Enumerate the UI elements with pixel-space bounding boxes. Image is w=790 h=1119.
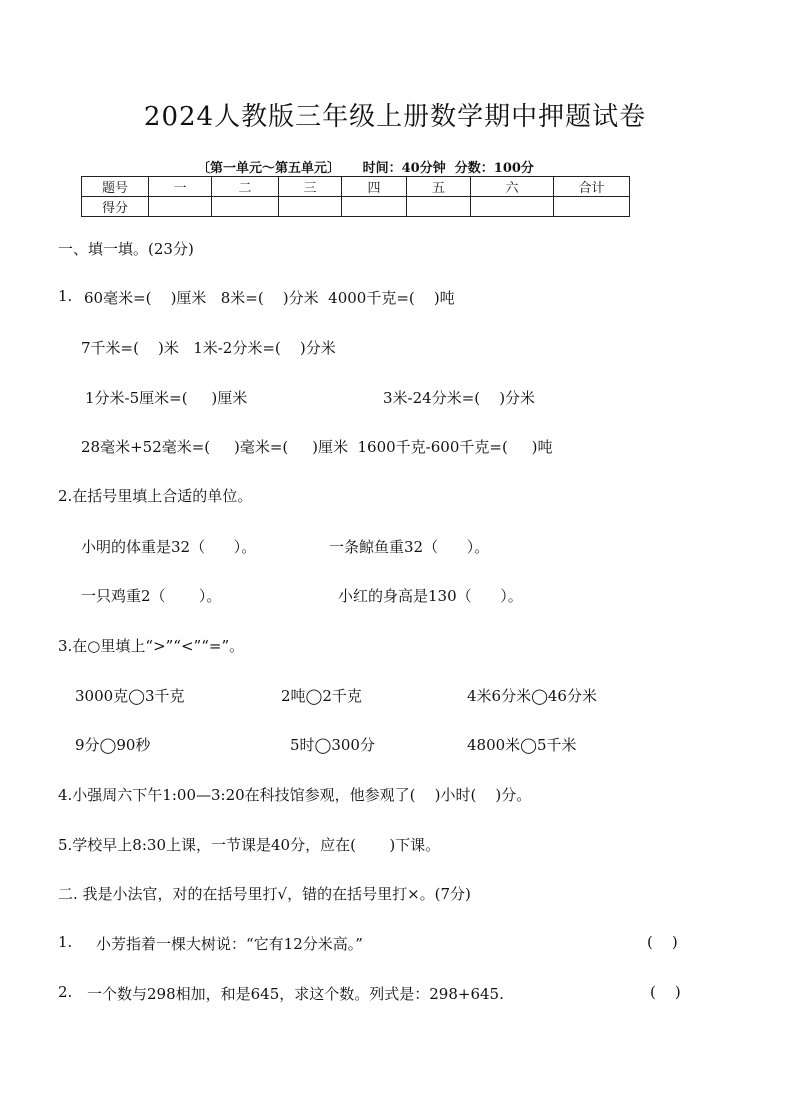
q1-label: 1. [58, 287, 73, 305]
q4-text: 4.小强周六下午1:00—3:20在科技馆参观，他参观了( )小时( )分。 [58, 786, 532, 804]
score-table [81, 176, 630, 217]
page-title: 2024人教版三年级上册数学期中押题试卷 [143, 102, 647, 132]
score-row-label: 得分 [82, 197, 149, 217]
q2-item: 小红的身高是130（ ）。 [338, 587, 523, 605]
section-1-heading: 一、填一填。(23分) [58, 240, 194, 258]
q2-item: 小明的体重是32（ ）。 [81, 538, 257, 556]
score-header-cell: 六 [471, 177, 554, 197]
score-table-header-row [82, 177, 630, 197]
q3-prompt: 3.在○里填上“>”“<”“=”。 [58, 637, 245, 655]
judge-item-label: 1. [58, 933, 73, 951]
score-header-cell: 一 [149, 177, 212, 197]
q1-line-3: 1分米-5厘米=( )厘米 [85, 389, 248, 407]
score-cell[interactable] [149, 197, 212, 217]
q2-item: 一条鲸鱼重32（ ）。 [329, 538, 490, 556]
judge-answer-bracket[interactable]: ( ) [647, 933, 678, 951]
score-cell[interactable] [407, 197, 471, 217]
score-header-cell: 合计 [554, 177, 630, 197]
q5-text: 5.学校早上8:30上课，一节课是40分，应在( )下课。 [58, 836, 441, 854]
judge-item-text: 小芳指着一棵大树说：“它有12分米高。” [96, 935, 363, 953]
q2-item: 一只鸡重2（ ）。 [81, 587, 222, 605]
score-table-score-row [82, 197, 630, 217]
q1-line-1: 60毫米=( )厘米 8米=( )分米 4000千克=( )吨 [84, 289, 455, 307]
judge-item-label: 2. [58, 983, 73, 1001]
q3-item: 5时◯300分 [290, 736, 375, 754]
q2-prompt: 2.在括号里填上合适的单位。 [58, 487, 253, 505]
q3-item: 4米6分米◯46分米 [467, 687, 597, 705]
q1-line-4: 3米-24分米=( )分米 [383, 389, 536, 407]
judge-item-text: 一个数与298相加，和是645，求这个数。列式是：298+645. [87, 985, 504, 1003]
q3-item: 9分◯90秒 [75, 736, 151, 754]
score-cell[interactable] [279, 197, 342, 217]
score-cell[interactable] [342, 197, 407, 217]
score-cell[interactable] [212, 197, 279, 217]
section-2-heading: 二. 我是小法官，对的在括号里打√，错的在括号里打×。(7分) [58, 885, 471, 903]
judge-answer-bracket[interactable]: ( ) [650, 983, 681, 1001]
score-header-cell: 五 [407, 177, 471, 197]
exam-info: 〔第一单元～第五单元〕 时间：40分钟 分数：100分 [197, 161, 534, 176]
score-header-cell: 题号 [82, 177, 149, 197]
score-cell[interactable] [471, 197, 554, 217]
q3-item: 3000克◯3千克 [75, 687, 185, 705]
q1-line-5: 28毫米+52毫米=( )毫米=( )厘米 1600千克-600千克=( )吨 [81, 438, 553, 456]
q3-item: 2吨◯2千克 [281, 687, 362, 705]
score-header-cell: 四 [342, 177, 407, 197]
q1-line-2: 7千米=( )米 1米-2分米=( )分米 [81, 339, 336, 357]
score-header-cell: 二 [212, 177, 279, 197]
score-cell[interactable] [554, 197, 630, 217]
q3-item: 4800米◯5千米 [467, 736, 577, 754]
score-header-cell: 三 [279, 177, 342, 197]
